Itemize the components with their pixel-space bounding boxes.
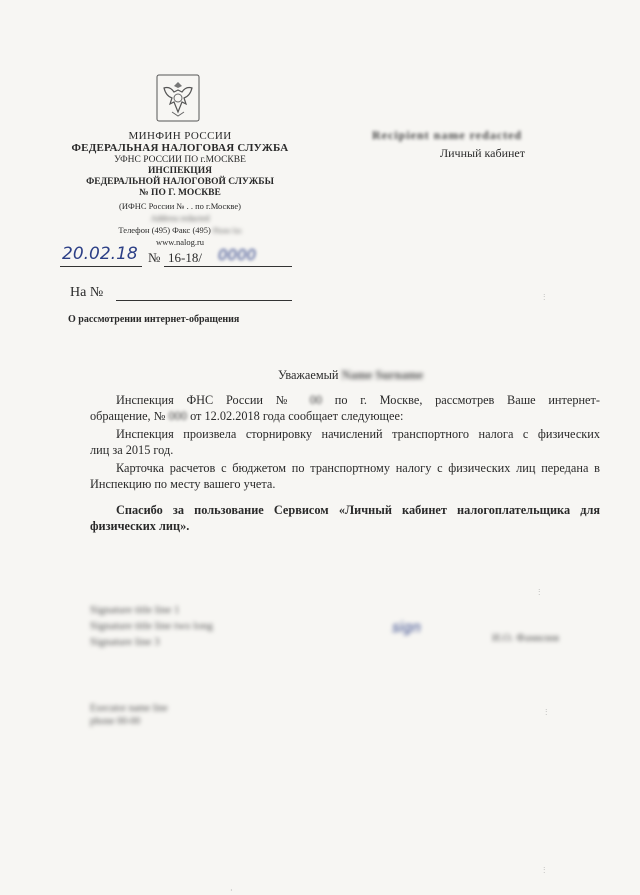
handwritten-signature: sign: [392, 620, 421, 636]
ministry-name: МИНФИН РОССИИ: [128, 130, 232, 142]
date-underline: [60, 265, 142, 267]
paragraph-3-line-2: Инспекцию по месту вашего учета.: [90, 477, 276, 491]
letter-date: 20.02.18: [62, 244, 138, 264]
website: www.nalog.ru: [155, 237, 205, 247]
service-name: ФЕДЕРАЛЬНАЯ НАЛОГОВАЯ СЛУЖБА: [71, 142, 289, 154]
scan-speck: ⵗ: [545, 708, 548, 717]
coat-of-arms-emblem: [156, 74, 200, 122]
paragraph-1-line-1: Инспекция ФНС России № 00 по г. Москве, рассмотрев Ваше интернет-: [116, 393, 600, 407]
paragraph-2-line-2: лиц за 2015 год.: [90, 443, 174, 457]
greeting: Уважаемый Name Surname: [278, 368, 424, 382]
phone-redacted: Phone: [213, 227, 231, 235]
paragraph-2-line-1: Инспекция произвела сторнировку начислений транспортного налога с физических: [116, 427, 600, 441]
personal-cabinet-label: Личный кабинет: [440, 146, 525, 160]
thanks-line-2: физических лиц».: [90, 519, 190, 533]
thanks-line-1: Спасибо за пользование Сервисом «Личный кабинет налогоплательщика для: [116, 503, 600, 517]
reply-to-label: На №: [70, 285, 104, 300]
reply-to-underline: [116, 299, 292, 301]
phone-fax-line: Телефон (495) Факс (495) Phone fax: [118, 225, 242, 235]
greeting-name-redacted: Name Surname: [341, 368, 424, 382]
recipient-name-redacted: Recipient name redacted: [372, 128, 523, 142]
letter-number-redacted: 0000: [218, 246, 257, 264]
department-name: УФНС РОССИИ ПО г.МОСКВЕ: [114, 155, 246, 165]
executor-phone: phone 00-00: [90, 716, 141, 727]
ifns-short-name: (ИФНС России № . . по г.Москве): [119, 201, 241, 211]
fax-redacted: fax: [232, 227, 242, 235]
signature-title-line-1: Signature title line 1: [90, 604, 180, 616]
inspection-line-1: ИНСПЕКЦИЯ: [148, 166, 212, 176]
signer-name: И.О. Фамилия: [492, 632, 559, 644]
signature-title-line-3: Signature line 3: [90, 636, 160, 648]
scan-speck: ⵗ: [543, 293, 546, 302]
letter-subject: О рассмотрении интернет-обращения: [68, 314, 240, 325]
scan-speck: ·: [230, 886, 233, 895]
number-label: №: [148, 250, 161, 265]
inspection-line-3: № ПО Г. МОСКВЕ: [139, 188, 221, 198]
scan-speck: ⵗ: [543, 866, 546, 875]
signature-title-line-2: Signature title line two long: [90, 620, 213, 632]
inspection-line-2: ФЕДЕРАЛЬНОЙ НАЛОГОВОЙ СЛУЖБЫ: [86, 177, 274, 187]
scan-speck: ⵗ: [538, 588, 541, 597]
letter-number: 16-18/: [168, 250, 202, 265]
paragraph-3-line-1: Карточка расчетов с бюджетом по транспортному налогу с физических лиц передана в: [116, 461, 600, 475]
address-redacted: Address redacted: [150, 213, 210, 223]
paragraph-1-line-2: обращение, № 000 от 12.02.2018 года сообщает следующее:: [90, 409, 404, 423]
executor-name: Executor name line: [90, 703, 168, 714]
